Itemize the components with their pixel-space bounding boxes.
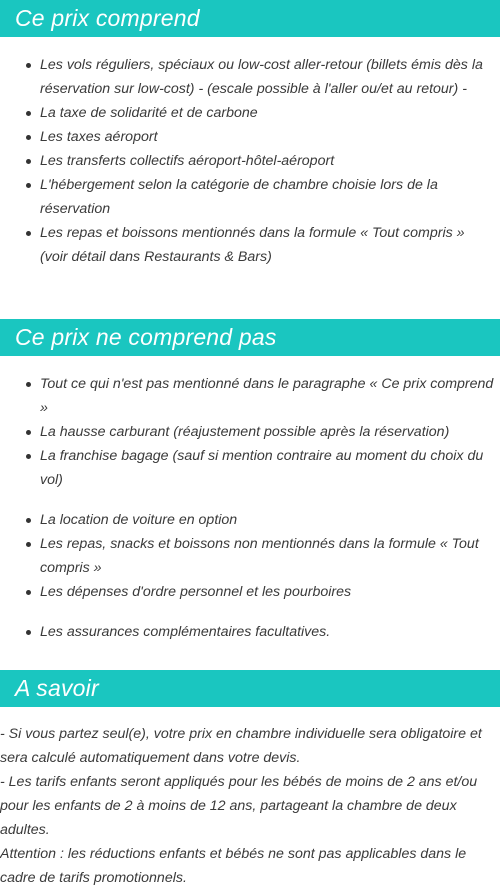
- list-item: La location de voiture en option: [0, 508, 500, 532]
- list-item: Les transferts collectifs aéroport-hôtel-aéroport: [0, 149, 500, 173]
- bullet-icon: [26, 63, 31, 68]
- bullet-icon: [26, 590, 31, 595]
- list-item: Les repas et boissons mentionnés dans la formule « Tout compris » (voir détail dans Restaurants & Bars): [0, 221, 500, 269]
- excluded-list: [0, 372, 500, 644]
- list-item: Les assurances complémentaires facultatives.: [0, 620, 500, 644]
- list-item: La hausse carburant (réajustement possible après la réservation): [0, 420, 500, 444]
- list-item: Les taxes aéroport: [0, 125, 500, 149]
- section-title-excluded: Ce prix ne comprend pas: [15, 324, 277, 350]
- bullet-icon: [26, 430, 31, 435]
- info-paragraph: - Les tarifs enfants seront appliqués pour les bébés de moins de 2 ans et/ou pour les enfants de 2 à moins de 12 ans, partageant la chambre de deux adultes.: [0, 774, 478, 838]
- section-header-excluded: [0, 319, 500, 356]
- included-list: [0, 53, 500, 269]
- info-notes: [0, 722, 500, 890]
- bullet-icon: [26, 630, 31, 635]
- section-header-info: [0, 670, 500, 707]
- list-item: Les vols réguliers, spéciaux ou low-cost aller-retour (billets émis dès la réservation sur low-cost) - (escale possible à l'aller ou/et au retour) -: [0, 53, 500, 101]
- bullet-icon: [26, 159, 31, 164]
- section-title-info: A savoir: [15, 675, 99, 701]
- list-item: Les dépenses d'ordre personnel et les pourboires: [0, 580, 500, 604]
- info-paragraph: Attention : les réductions enfants et bébés ne sont pas applicables dans le cadre de tarifs promotionnels.: [0, 846, 467, 886]
- bullet-icon: [26, 382, 31, 387]
- bullet-icon: [26, 231, 31, 236]
- bullet-icon: [26, 183, 31, 188]
- list-item: La franchise bagage (sauf si mention contraire au moment du choix du vol): [0, 444, 500, 492]
- bullet-icon: [26, 135, 31, 140]
- list-item: La taxe de solidarité et de carbone: [0, 101, 500, 125]
- list-item: L'hébergement selon la catégorie de chambre choisie lors de la réservation: [0, 173, 500, 221]
- bullet-icon: [26, 542, 31, 547]
- section-title-included: Ce prix comprend: [15, 5, 200, 31]
- section-header-included: [0, 0, 500, 37]
- info-paragraph: - Si vous partez seul(e), votre prix en chambre individuelle sera obligatoire et sera calculé automatiquement dans votre devis.: [0, 726, 482, 766]
- bullet-icon: [26, 111, 31, 116]
- list-item: Les repas, snacks et boissons non mentionnés dans la formule « Tout compris »: [0, 532, 500, 580]
- bullet-icon: [26, 454, 31, 459]
- bullet-icon: [26, 518, 31, 523]
- list-item: Tout ce qui n'est pas mentionné dans le paragraphe « Ce prix comprend »: [0, 372, 500, 420]
